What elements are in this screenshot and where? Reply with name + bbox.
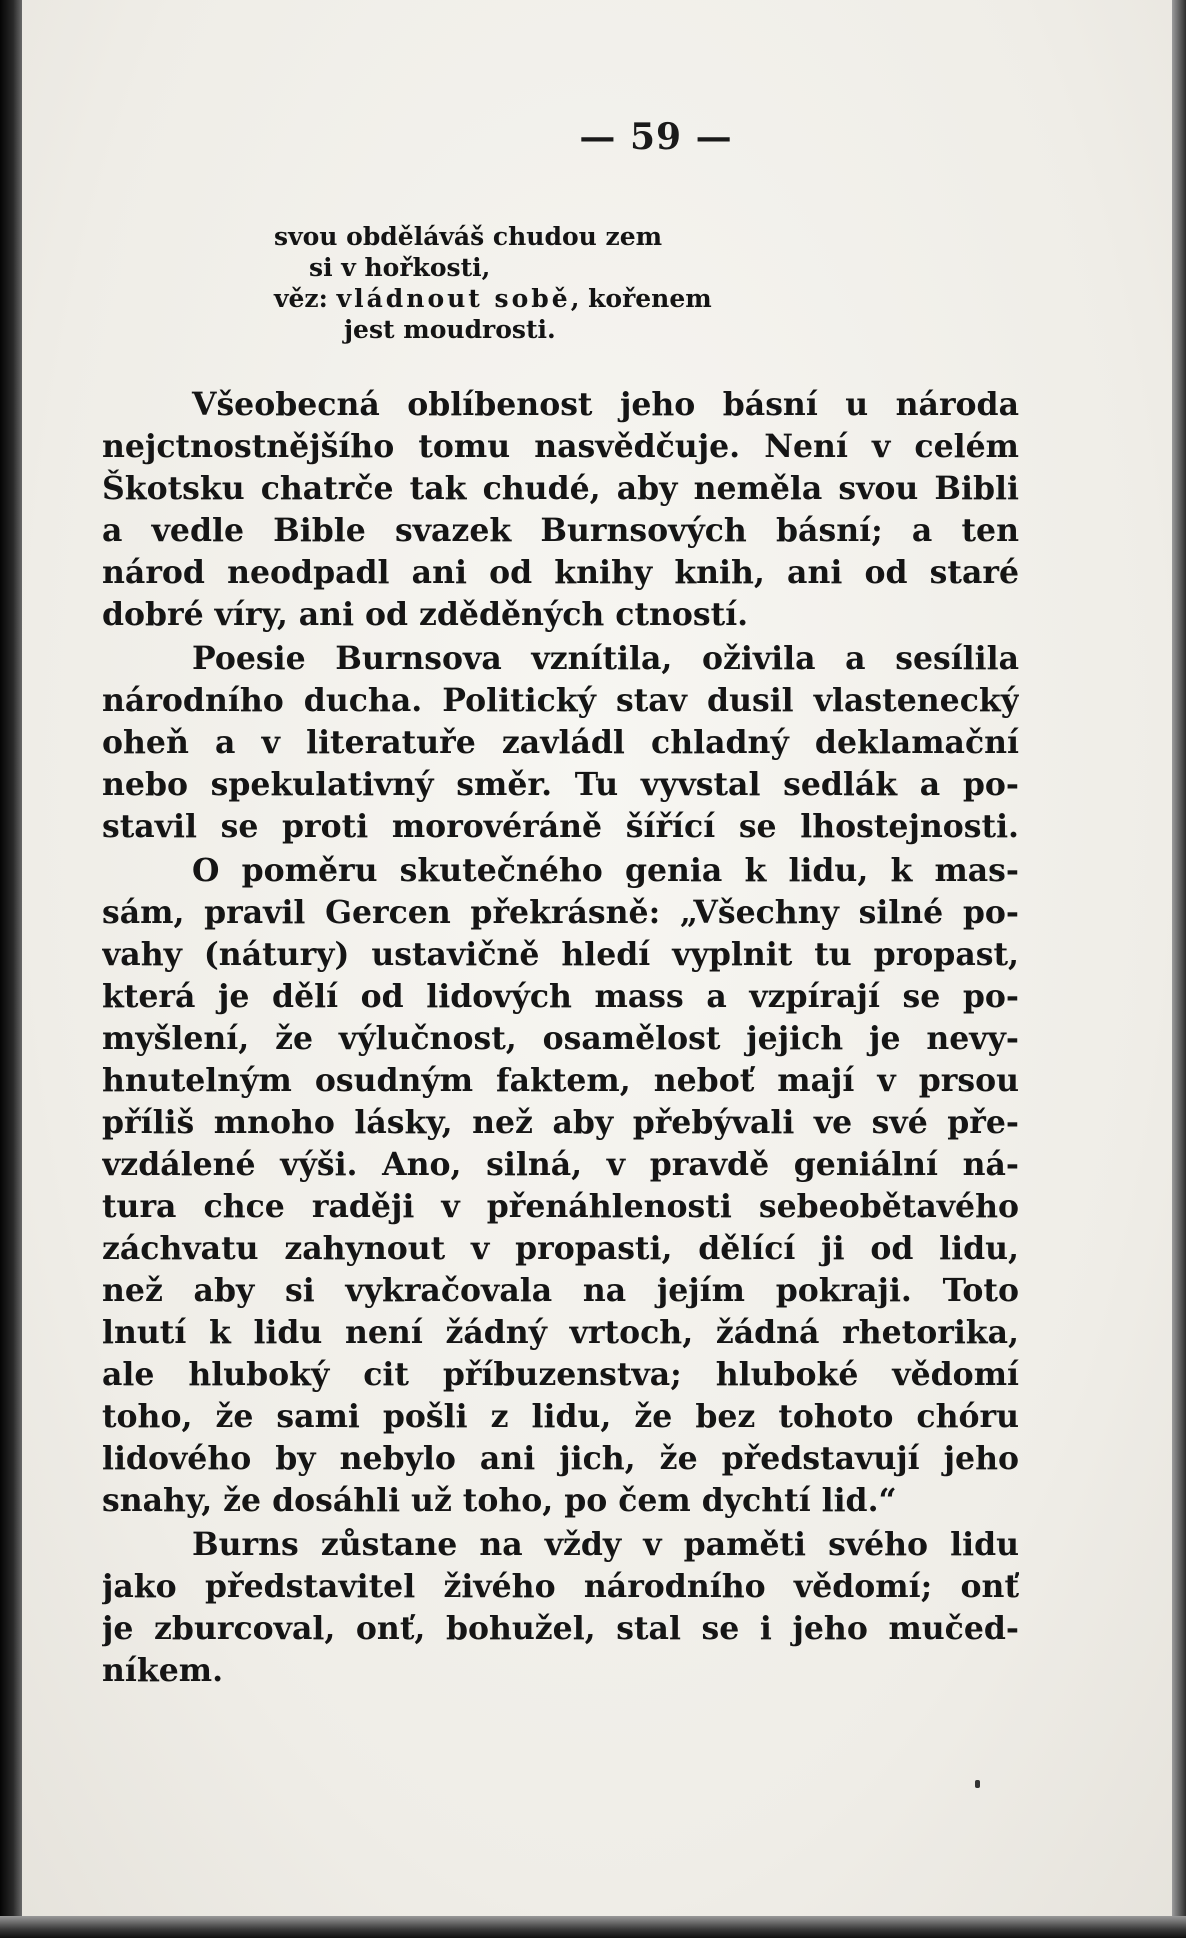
scan-edge-right xyxy=(1172,0,1186,1938)
text-line: stavil se proti morovéráně šířící se lhostejnosti. xyxy=(102,808,1019,845)
paragraph xyxy=(102,850,1019,1522)
text-line: myšlení, že výlučnost, osamělost jejich je nevy- xyxy=(102,1020,1019,1057)
text-line: ale hluboký cit příbuzenstva; hluboké vědomí xyxy=(102,1356,1019,1393)
text-line: lnutí k lidu není žádný vrtoch, žádná rhetorika, xyxy=(102,1314,1019,1351)
text-line: níkem. xyxy=(102,1652,224,1689)
verse-line-part: , kořenem xyxy=(570,284,712,313)
scan-edge-bottom xyxy=(0,1916,1186,1938)
verse-quote xyxy=(274,221,712,345)
text-line: Škotsku chatrče tak chudé, aby neměla svou Bibli xyxy=(102,470,1019,507)
text-line: národ neodpadl ani od knihy knih, ani od staré xyxy=(102,554,1019,591)
paragraph xyxy=(102,384,1019,636)
text-line: a vedle Bible svazek Burnsových básní; a ten xyxy=(102,512,1019,549)
verse-line-emphasis: vládnout sobě xyxy=(336,284,571,313)
body-text xyxy=(102,384,1019,1692)
text-line: vzdálené výši. Ano, silná, v pravdě geniální ná- xyxy=(102,1146,1019,1183)
book-page xyxy=(22,0,1172,1916)
paragraph xyxy=(102,1524,1019,1692)
verse-line xyxy=(274,283,712,314)
text-line: než aby si vykračovala na jejím pokraji. Toto xyxy=(102,1272,1019,1309)
text-line: Burns zůstane na vždy v paměti svého lidu xyxy=(192,1526,1019,1563)
page-number: — 59 — xyxy=(579,116,733,158)
text-line: která je dělí od lidových mass a vzpírají se po- xyxy=(102,978,1019,1015)
print-speck xyxy=(975,1780,980,1788)
text-line: toho, že sami pošli z lidu, že bez tohoto chóru xyxy=(102,1398,1019,1435)
text-line: Poesie Burnsova vznítila, oživila a sesílila xyxy=(192,640,1019,677)
text-line: je zburcoval, onť, bohužel, stal se i jeho mučed- xyxy=(102,1610,1019,1647)
verse-line: jest moudrosti. xyxy=(344,315,556,344)
text-line: nebo spekulativný směr. Tu vyvstal sedlák a po- xyxy=(102,766,1019,803)
verse-line-part: věz: xyxy=(274,284,337,313)
text-line: hnutelným osudným faktem, neboť mají v prsou xyxy=(102,1062,1019,1099)
text-line: nejctnostnějšího tomu nasvědčuje. Není v celém xyxy=(102,428,1019,465)
verse-line: svou obděláváš chudou zem xyxy=(274,222,663,251)
text-line: O poměru skutečného genia k lidu, k mas- xyxy=(192,852,1019,889)
text-line: Všeobecná oblíbenost jeho básní u národa xyxy=(192,386,1019,423)
scan-edge-left xyxy=(0,0,22,1938)
text-line: příliš mnoho lásky, než aby přebývali ve své pře- xyxy=(102,1104,1019,1141)
paragraph xyxy=(102,638,1019,848)
text-line: vahy (nátury) ustavičně hledí vyplnit tu propast, xyxy=(102,936,1019,973)
text-line: jako představitel živého národního vědomí; onť xyxy=(102,1568,1019,1605)
text-line: tura chce raději v přenáhlenosti sebeobětavého xyxy=(102,1188,1019,1225)
text-line: lidového by nebylo ani jich, že představují jeho xyxy=(102,1440,1019,1477)
text-line: záchvatu zahynout v propasti, dělící ji od lidu, xyxy=(102,1230,1019,1267)
text-line: snahy, že dosáhli už toho, po čem dychtí lid.“ xyxy=(102,1482,897,1519)
verse-line: si v hořkosti, xyxy=(309,253,491,282)
text-line: oheň a v literatuře zavládl chladný deklamační xyxy=(102,724,1019,761)
text-line: národního ducha. Politický stav dusil vlastenecký xyxy=(102,682,1019,719)
text-line: dobré víry, ani od zděděných ctností. xyxy=(102,596,749,633)
text-line: sám, pravil Gercen překrásně: „Všechny silné po- xyxy=(102,894,1019,931)
